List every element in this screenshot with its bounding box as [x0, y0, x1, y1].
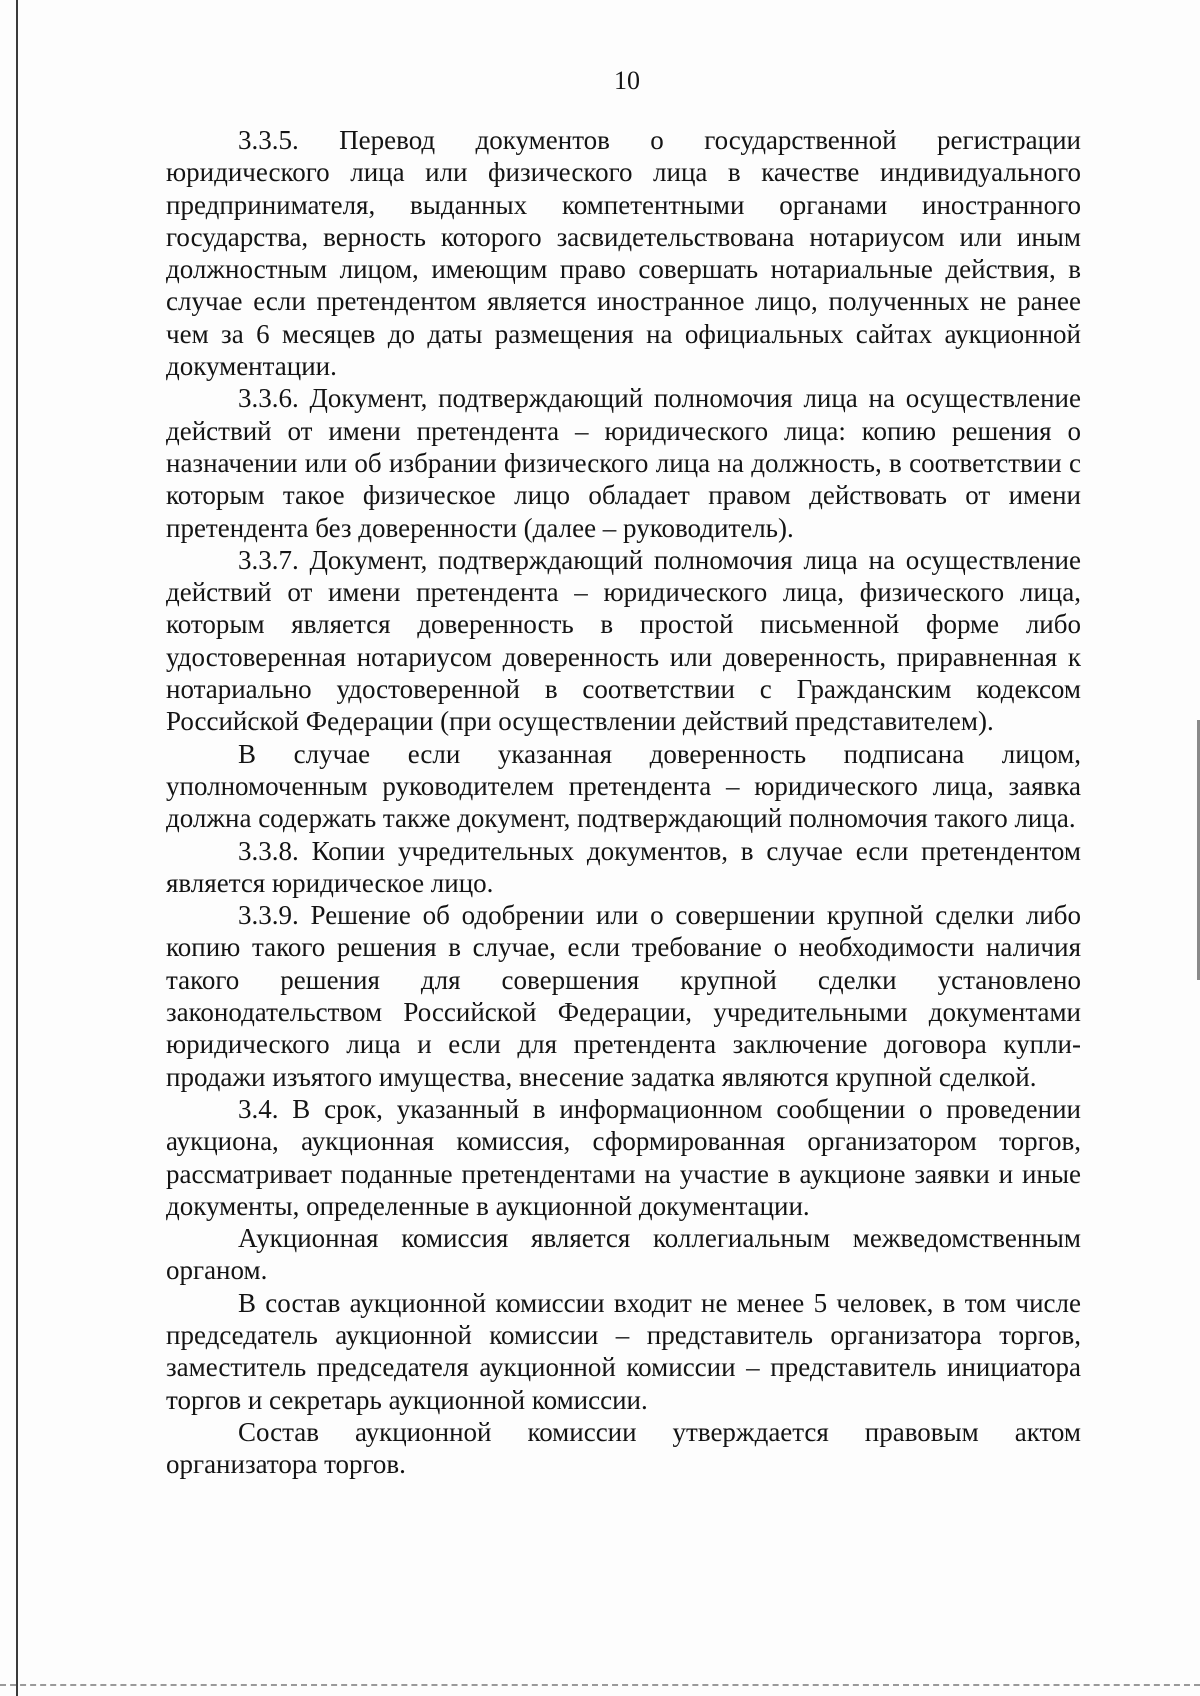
scan-left-edge [16, 0, 18, 1696]
paragraph-commission-status: Аукционная комиссия является коллегиальным межведомственным органом. [166, 1223, 1081, 1286]
paragraph-proxy-note: В случае если указанная доверенность подписана лицом, уполномоченным руководителем претендента – юридического лица, заявка должна содержать также документ, подтверждающий полномочия такого лица. [166, 738, 1081, 834]
paragraph-3-3-5: 3.3.5. Перевод документов о государственной регистрации юридического лица или физического лица в качестве индивидуального предпринимателя, выданных компетентными органами иностранного государства, верность которого засвидетельствована нотариусом или иным должностным лицом, имеющим право совершать нотариальные действия, в случае если претендентом является иностранное лицо, полученных не ранее чем за 6 месяцев до даты размещения на официальных сайтах аукционной документации. [166, 125, 1081, 382]
page-number: 10 [614, 66, 640, 95]
paragraph-commission-approval: Состав аукционной комиссии утверждается правовым актом организатора торгов. [166, 1416, 1081, 1480]
document-body [166, 124, 1081, 1480]
paragraph-3-3-8: 3.3.8. Копии учредительных документов, в случае если претендентом является юридическое лицо. [166, 835, 1081, 898]
paragraph-3-3-6: 3.3.6. Документ, подтверждающий полномочия лица на осуществление действий от имени претендента – юридического лица: копию решения о назначении или об избрании физического лица на должность, в соответствии с которым такое физическое лицо обладает правом действовать от имени претендента без доверенности (далее – руководитель). [166, 383, 1081, 543]
paragraph-commission-composition: В состав аукционной комиссии входит не менее 5 человек, в том числе председатель аукционной комиссии – представитель организатора торгов, заместитель председателя аукционной комиссии – представитель инициатора торгов и секретарь аукционной комиссии. [166, 1287, 1081, 1415]
paragraph-3-4: 3.4. В срок, указанный в информационном сообщении о проведении аукциона, аукционная комиссия, сформированная организатором торгов, рассматривает поданные претендентами на участие в аукционе заявки и иные документы, определенные в аукционной документации. [166, 1093, 1081, 1221]
paragraph-3-3-9: 3.3.9. Решение об одобрении или о совершении крупной сделки либо копию такого решения в случае, если требование о необходимости наличия такого решения для совершения крупной сделки установлено законодательством Российской Федерации, учредительными документами юридического лица и если для претендента заключение договора купли-продажи изъятого имущества, внесение задатка являются крупной сделкой. [166, 900, 1081, 1092]
scan-bottom-line [0, 1684, 1200, 1686]
paragraph-3-3-7: 3.3.7. Документ, подтверждающий полномочия лица на осуществление действий от имени претендента – юридического лица, физического лица, которым является доверенность в простой письменной форме либо удостоверенная нотариусом доверенность или доверенность, приравненная к нотариально удостоверенной в соответствии с Гражданским кодексом Российской Федерации (при осуществлении действий представителем). [166, 544, 1081, 737]
